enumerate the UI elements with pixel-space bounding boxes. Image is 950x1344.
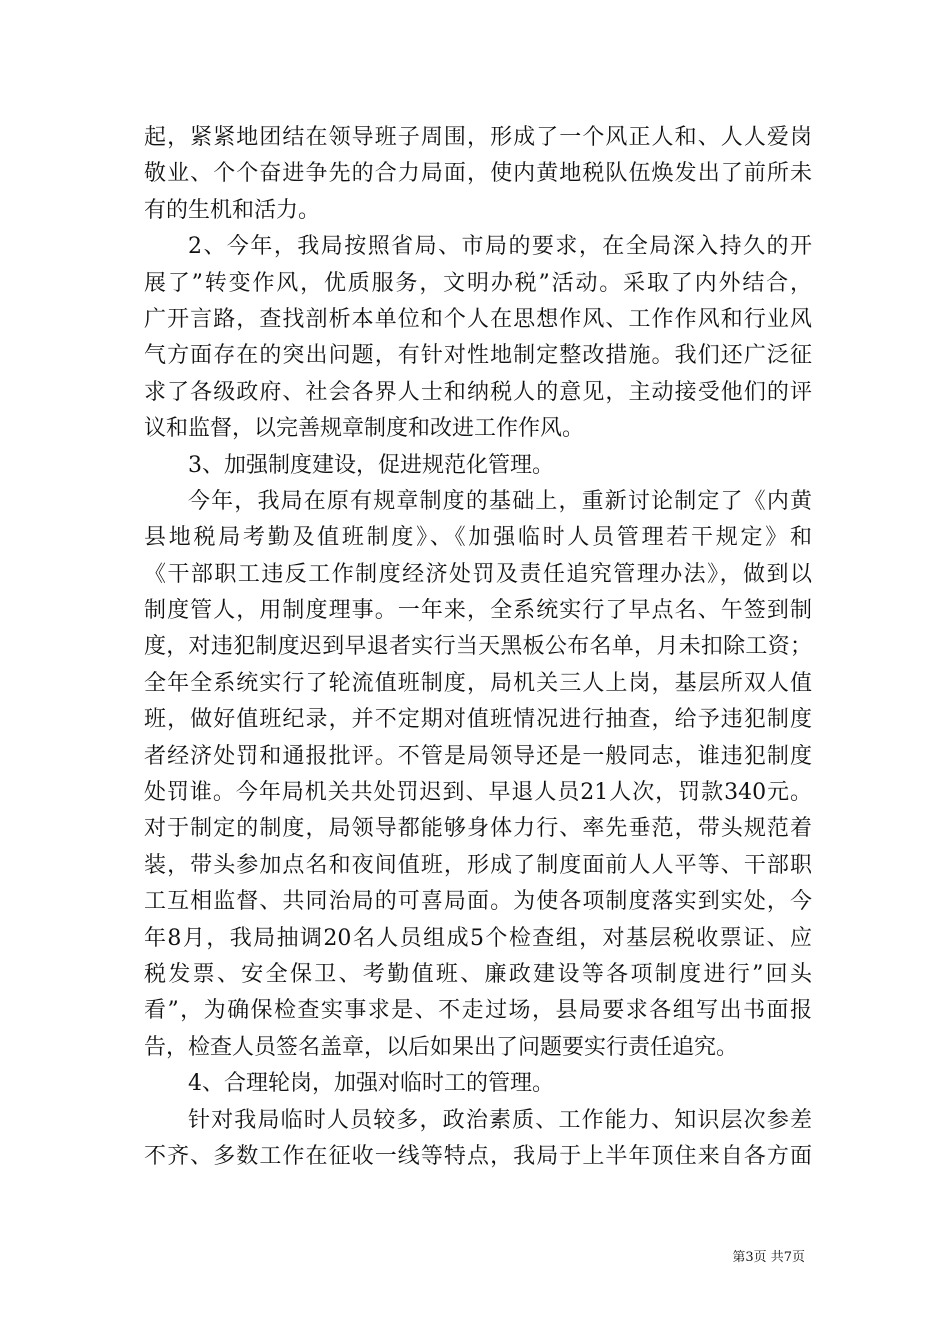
text-line: 装，带头参加点名和夜间值班，形成了制度面前人人平等、干部职 xyxy=(144,852,812,878)
text-line: 针对我局临时人员较多，政治素质、工作能力、知识层次参差 xyxy=(188,1107,812,1133)
text-line: 议和监督，以完善规章制度和改进工作作风。 xyxy=(144,416,585,442)
text-line: 不齐、多数工作在征收一线等特点，我局于上半年顶住来自各方面 xyxy=(144,1143,812,1169)
text-line: 告，检查人员签名盖章，以后如果出了问题要实行责任追究。 xyxy=(144,1034,739,1060)
text-line: 4、合理轮岗，加强对临时工的管理。 xyxy=(188,1071,554,1097)
text-line: 工互相监督、共同治局的可喜局面。为使各项制度落实到实处，今 xyxy=(144,889,812,915)
text-line: 全年全系统实行了轮流值班制度，局机关三人上岗，基层所双人值 xyxy=(144,670,812,696)
text-line: 对于制定的制度，局领导都能够身体力行、率先垂范，带头规范着 xyxy=(144,816,812,842)
text-line: 度，对违犯制度迟到早退者实行当天黑板公布名单，月未扣除工资； xyxy=(144,634,812,660)
text-line: 2、今年，我局按照省局、市局的要求，在全局深入持久的开 xyxy=(188,234,812,260)
text-line: 班，做好值班纪录，并不定期对值班情况进行抽查，给予违犯制度 xyxy=(144,707,812,733)
text-line: 年8月，我局抽调20名人员组成5个检查组，对基层税收票证、应 xyxy=(144,925,812,951)
text-line: 制度管人，用制度理事。一年来，全系统实行了早点名、午签到制 xyxy=(144,598,812,624)
text-line: 敬业、个个奋进争先的合力局面，使内黄地税队伍焕发出了前所未 xyxy=(144,161,812,187)
text-line: 税发票、安全保卫、考勤值班、廉政建设等各项制度进行”回头 xyxy=(144,961,812,987)
text-line: 广开言路，查找剖析本单位和个人在思想作风、工作作风和行业风 xyxy=(144,306,812,332)
text-line: 县地税局考勤及值班制度》、《加强临时人员管理若干规定》和 xyxy=(144,525,812,551)
text-line: 者经济处罚和通报批评。不管是局领导还是一般同志，谁违犯制度 xyxy=(144,743,812,769)
text-line: 求了各级政府、社会各界人士和纳税人的意见，主动接受他们的评 xyxy=(144,379,812,405)
text-line: 有的生机和活力。 xyxy=(144,197,321,223)
text-line: 《干部职工违反工作制度经济处罚及责任追究管理办法》，做到以 xyxy=(144,561,812,587)
text-line: 展了”转变作风，优质服务，文明办税”活动。采取了内外结合， xyxy=(144,270,812,296)
text-line: 气方面存在的突出问题，有针对性地制定整改措施。我们还广泛征 xyxy=(144,343,812,369)
page-number: 第3页 共7页 xyxy=(732,1250,805,1265)
text-line: 起，紧紧地团结在领导班子周围，形成了一个风正人和、人人爱岗 xyxy=(144,125,812,150)
text-line: 今年，我局在原有规章制度的基础上，重新讨论制定了《内黄 xyxy=(188,488,812,514)
text-line: 看”，为确保检查实事求是、不走过场，县局要求各组写出书面报 xyxy=(144,998,812,1024)
body-text xyxy=(144,120,812,1175)
text-line: 3、加强制度建设，促进规范化管理。 xyxy=(188,452,554,478)
text-line: 处罚谁。今年局机关共处罚迟到、早退人员21人次，罚款340元。 xyxy=(144,780,812,806)
